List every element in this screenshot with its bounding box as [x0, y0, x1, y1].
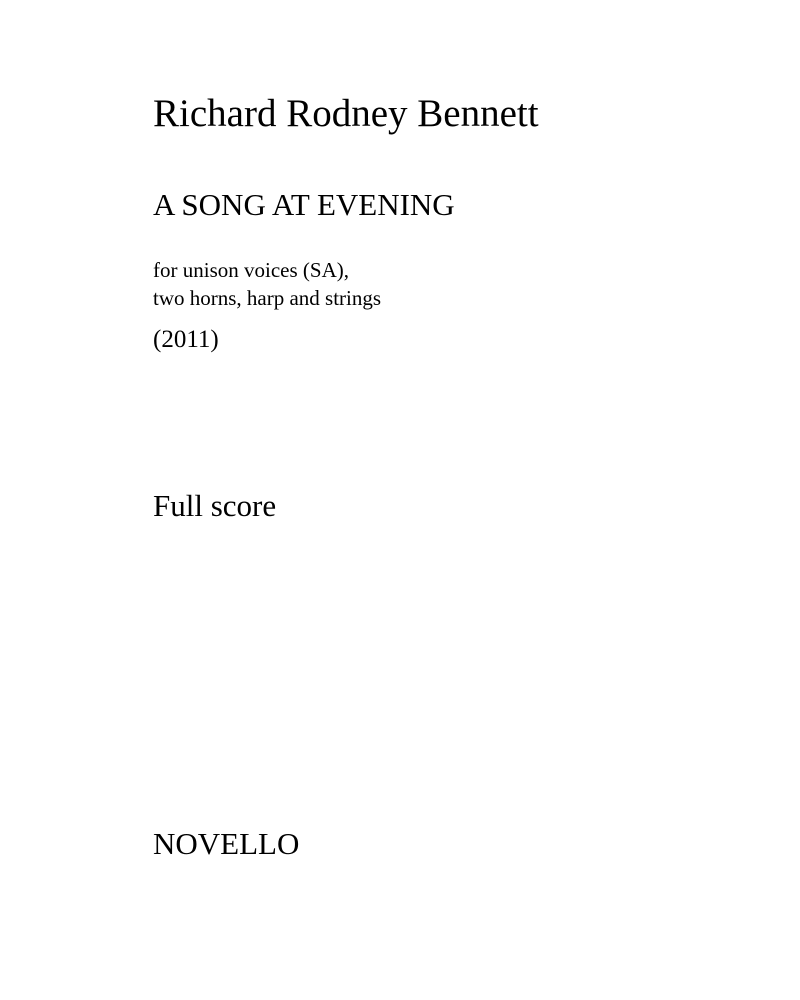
- instrumentation-line-2: two horns, harp and strings: [153, 286, 382, 310]
- work-title: A SONG AT EVENING: [153, 187, 455, 222]
- instrumentation: [153, 256, 381, 312]
- composition-year: (2011): [153, 326, 219, 353]
- score-format: Full score: [153, 488, 277, 523]
- publisher-name: NOVELLO: [153, 826, 300, 861]
- instrumentation-line-1: for unison voices (SA),: [153, 258, 349, 282]
- composer-name: Richard Rodney Bennett: [153, 92, 539, 135]
